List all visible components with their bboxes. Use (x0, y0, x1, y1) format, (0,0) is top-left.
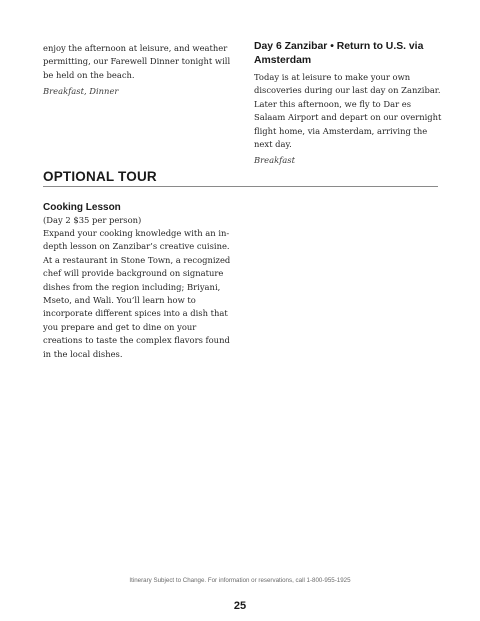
tour-name: Cooking Lesson (43, 202, 121, 213)
optional-tour-heading: OPTIONAL TOUR (43, 169, 438, 187)
day-6-paragraph: Today is at leisure to make your own discoveries during our last day on Zanzibar. Later this afternoon, we fly to Dar es Salaam Airport and depart on our overnight flight home, via Amsterdam, arriving the next day. (254, 72, 442, 150)
right-column (254, 40, 444, 167)
day-6-title: Day 6 Zanzibar • Return to U.S. via Amsterdam (254, 41, 424, 66)
left-column (43, 42, 238, 98)
left-meals: Breakfast, Dinner (43, 86, 119, 97)
tour-price: (Day 2 $35 per person) (43, 215, 142, 225)
day-6-meals: Breakfast (254, 155, 295, 166)
page-number: 25 (233, 600, 247, 612)
footer-note: Itinerary Subject to Change. For information or reservations, call 1-800-955-1925 (129, 577, 351, 584)
left-paragraph: enjoy the afternoon at leisure, and weather permitting, our Farewell Dinner tonight will be held on the beach. (43, 43, 231, 80)
tour-description: Expand your cooking knowledge with an in-depth lesson on Zanzibar’s creative cuisine. At a restaurant in Stone Town, a recognized chef will provide background on signature dishes from the region including; Briyani, Mseto, and Wali. You’ll learn how to incorporate different spices into a dish that you prepare and get to dine on your creations to taste the complex flavors found in the local dishes. (43, 228, 231, 359)
optional-tour-block (43, 201, 238, 361)
